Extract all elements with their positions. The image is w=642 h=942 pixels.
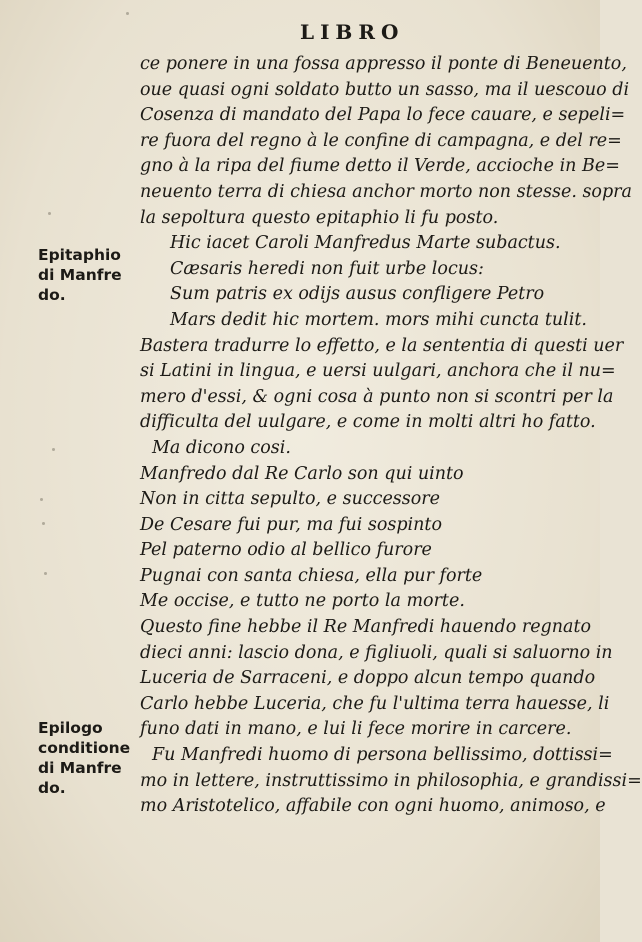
text-line: la sepoltura questo epitaphio li fu posto. [140,207,499,228]
text-line: Bastera tradurre lo effetto, e la sententia di questi uer [140,335,624,356]
text-line: gno à la ripa del fiume detto il Verde, accioche in Be= [140,156,620,177]
marginal-line: conditione [38,739,131,757]
text-line: Cosenza di mandato del Papa lo fece cauare, e sepeli= [140,105,626,126]
text-line: funo dati in mano, e lui li fece morire in carcere. [140,719,572,740]
text-line: Carlo hebbe Luceria, che fu l'ultima terra hauesse, li [140,693,610,714]
text-line: Pugnai con santa chiesa, ella pur forte [140,565,483,586]
text-line: Manfredo dal Re Carlo son qui uinto [140,463,464,484]
marginal-note-epitaphio [38,245,122,305]
text-line: Me occise, e tutto ne porto la morte. [140,591,465,612]
text-line: mo in lettere, instruttissimo in philosophia, e grandissi= [140,770,642,791]
marginal-note-epilogo [38,718,130,798]
text-line: Non in citta sepulto, e successore [140,489,441,510]
ink-speck [42,522,45,525]
text-line: re fuora del regno à le confine di campagna, e del re= [140,130,622,151]
ink-speck [52,448,55,451]
text-line: Cæsaris heredi non fuit urbe locus: [170,258,484,279]
text-line: Hic iacet Caroli Manfredus Marte subactus. [170,233,561,254]
text-line: mo Aristotelico, affabile con ogni huomo, animoso, e [140,796,606,817]
text-line: oue quasi ogni soldato butto un sasso, ma il uescouo di [140,79,630,100]
ink-speck [40,498,43,501]
text-line: si Latini in lingua, e uersi uulgari, anchora che il nu= [140,361,616,382]
main-text-block [140,52,642,820]
text-line: difficulta del uulgare, e come in molti altri ho fatto. [140,412,596,433]
text-line: Mars dedit hic mortem. mors mihi cuncta tulit. [170,309,587,330]
text-line: dieci anni: lascio dona, e figliuoli, quali si saluorno in [140,642,613,663]
text-line: mero d'essi, & ogni cosa à punto non si scontri per la [140,386,614,407]
ink-speck [44,572,47,575]
text-line: Sum patris ex odijs ausus confligere Petro [170,284,545,305]
marginal-line: di Manfre [38,759,122,777]
marginal-line: di Manfre [38,266,122,284]
text-line: Questo fine hebbe il Re Manfredi hauendo regnato [140,617,592,638]
text-line: De Cesare fui pur, ma fui sospinto [140,514,442,535]
running-header: LIBRO [300,20,405,44]
text-line: Luceria de Sarraceni, e doppo alcun tempo quando [140,668,596,689]
marginal-line: Epitaphio [38,246,121,264]
text-line: neuento terra di chiesa anchor morto non stesse. sopra [140,181,632,202]
text-line: Fu Manfredi huomo di persona bellissimo, dottissi= [152,745,613,766]
marginal-line: Epilogo [38,719,103,737]
text-line: Ma dicono cosi. [152,437,291,458]
marginal-line: do. [38,779,66,797]
text-line: ce ponere in una fossa appresso il ponte di Beneuento, [140,54,627,74]
marginal-line: do. [38,286,66,304]
text-line: Pel paterno odio al bellico furore [140,540,432,561]
ink-speck [48,212,51,215]
ink-speck [126,12,129,15]
